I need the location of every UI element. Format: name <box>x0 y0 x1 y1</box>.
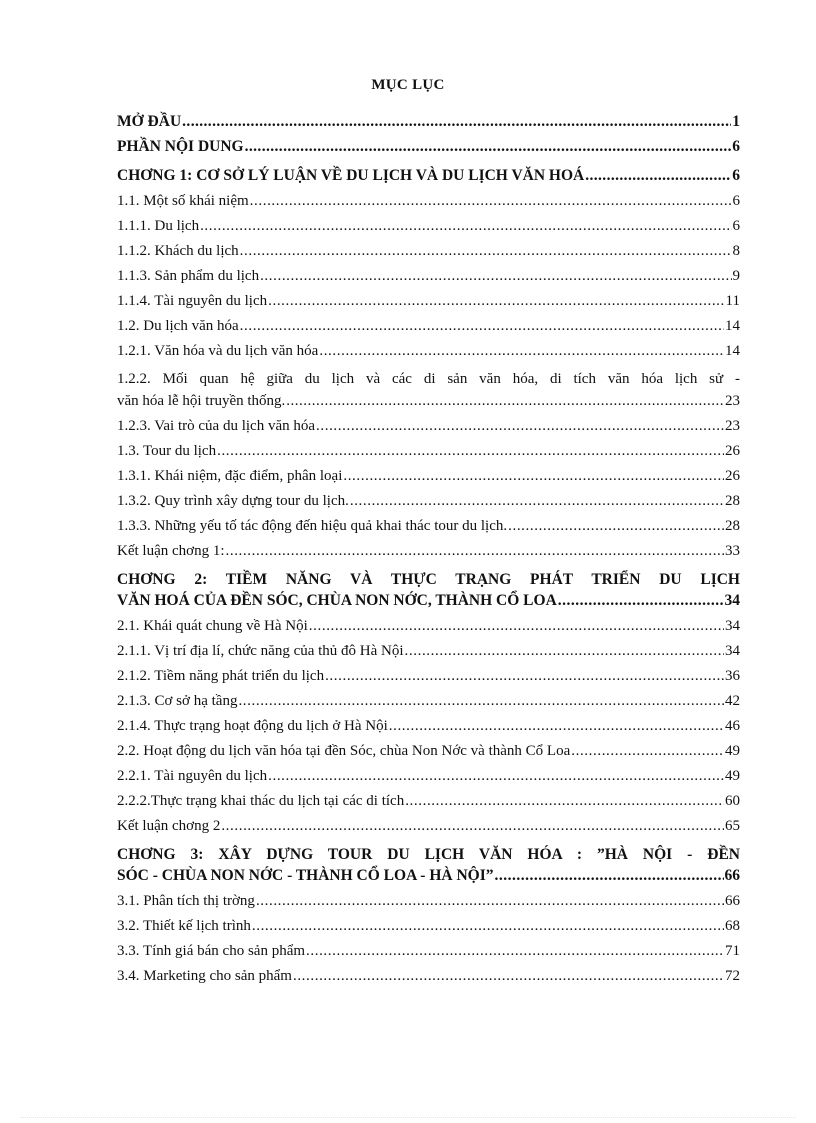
toc-entry-label: 3.1. Phân tích thị trờng <box>117 893 255 909</box>
page-title: MỤC LỤC <box>371 77 445 93</box>
toc-entry-line2: văn hóa lễ hội truyền thống. <box>117 393 286 409</box>
toc-entry[interactable] <box>117 642 740 667</box>
leader-dots <box>343 467 724 485</box>
leader-dots <box>226 542 725 560</box>
leader-dots <box>250 192 732 210</box>
toc-entry-label: 2.1. Khái quát chung về Hà Nội <box>117 618 308 634</box>
toc-entry-page: 33 <box>725 543 740 559</box>
toc-entry-label: 1.1.2. Khách du lịch <box>117 243 239 259</box>
leader-dots <box>182 113 731 131</box>
toc-entry[interactable] <box>117 492 740 517</box>
toc-entry[interactable] <box>117 817 740 842</box>
toc-entry-label: 1.3.1. Khái niệm, đặc điểm, phân loại <box>117 468 343 484</box>
toc-entry-page: 28 <box>725 493 740 509</box>
toc-entry-page: 6 <box>732 218 740 234</box>
toc-entry-page: 9 <box>732 268 740 284</box>
toc-entry-label: 1.1. Một số khái niệm <box>117 193 249 209</box>
toc-entry-page: 14 <box>725 318 740 334</box>
toc-entry-line2: SÓC - CHÙA NON NỚC - THÀNH CỔ LOA - HÀ NỘI” <box>117 867 494 884</box>
toc-entry-label: 2.1.3. Cơ sở hạ tầng <box>117 693 238 709</box>
toc-entry-label: 1.2.3. Vai trò của du lịch văn hóa <box>117 418 316 434</box>
toc-entry-label: Kết luận chơng 1: <box>117 543 225 559</box>
toc-entry-label: 3.3. Tính giá bán cho sản phẩm <box>117 943 306 959</box>
toc-entry[interactable] <box>117 767 740 792</box>
toc-entry-page: 23 <box>725 393 740 409</box>
toc-entry[interactable] <box>117 138 740 163</box>
leader-dots <box>494 867 723 885</box>
leader-dots <box>508 517 724 535</box>
toc-chapter-entry[interactable] <box>117 167 740 192</box>
toc-entry-label: 1.2.1. Văn hóa và du lịch văn hóa <box>117 343 319 359</box>
toc-entry-page: 36 <box>725 668 740 684</box>
toc-entry-page: 34 <box>724 592 740 609</box>
leader-dots <box>571 742 724 760</box>
toc-entry[interactable] <box>117 692 740 717</box>
leader-dots <box>309 617 724 635</box>
toc-entry-page: 34 <box>725 618 740 634</box>
leader-dots <box>217 442 724 460</box>
toc-entry-page: 66 <box>725 893 740 909</box>
leader-dots <box>405 642 724 660</box>
leader-dots <box>306 942 724 960</box>
toc-entry-page: 26 <box>725 468 740 484</box>
leader-dots <box>200 217 731 235</box>
toc-entry[interactable] <box>117 892 740 917</box>
toc-entry[interactable] <box>117 742 740 767</box>
toc-entry-label: 1.1.4. Tài nguyên du lịch <box>117 293 268 309</box>
toc-entry[interactable] <box>117 242 740 267</box>
toc-entry-label: 3.2. Thiết kế lịch trình <box>117 918 251 934</box>
toc-entry-label: 1.2. Du lịch văn hóa <box>117 318 239 334</box>
toc-entry-label: 1.1.3. Sản phẩm du lịch <box>117 268 260 284</box>
toc-entry-page: 6 <box>732 167 740 184</box>
toc-entry-page: 66 <box>724 867 740 884</box>
toc-entry-page: 65 <box>725 818 740 834</box>
toc-entry-multiline[interactable] <box>117 367 740 417</box>
toc-chapter-entry[interactable] <box>117 567 740 617</box>
toc-entry-page: 42 <box>725 693 740 709</box>
toc-entry-label: 2.2. Hoạt động du lịch văn hóa tại đền Sóc, chùa Non Nớc và thành Cổ Loa <box>117 743 571 759</box>
toc-entry-page: 6 <box>732 193 740 209</box>
toc-entry-page: 49 <box>725 743 740 759</box>
toc-entry-label: Kết luận chơng 2 <box>117 818 221 834</box>
leader-dots <box>245 138 732 156</box>
leader-dots <box>350 492 724 510</box>
toc-entry[interactable] <box>117 792 740 817</box>
toc-entry-label: 2.1.1. Vị trí địa lí, chức năng của thủ đô Hà Nội <box>117 643 404 659</box>
toc-entry-label: 1.3.3. Những yếu tố tác động đến hiệu quả khai thác tour du lịch. <box>117 518 508 534</box>
leader-dots <box>260 267 731 285</box>
leader-dots <box>221 817 724 835</box>
toc-entry[interactable] <box>117 967 740 992</box>
toc-entry-label: 2.1.4. Thực trạng hoạt động du lịch ở Hà Nội <box>117 718 388 734</box>
page-bottom-divider <box>20 1117 796 1118</box>
toc-entry[interactable] <box>117 667 740 692</box>
leader-dots <box>256 892 724 910</box>
leader-dots <box>286 392 724 410</box>
toc-entry-page: 14 <box>725 343 740 359</box>
toc-entry[interactable] <box>117 192 740 217</box>
toc-entry[interactable] <box>117 292 740 317</box>
toc-entry-page: 8 <box>732 243 740 259</box>
toc-entry-label: 1.3.2. Quy trình xây dựng tour du lịch. <box>117 493 349 509</box>
toc-entry[interactable] <box>117 217 740 242</box>
toc-entry-page: 46 <box>725 718 740 734</box>
table-of-contents <box>117 113 740 992</box>
toc-entry-label: 1.3. Tour du lịch <box>117 443 217 459</box>
toc-entry-line1: CHƠNG 3: XÂY DỰNG TOUR DU LỊCH VĂN HÓA : ”HÀ NỘI - ĐỀN <box>117 846 740 863</box>
toc-entry-label: 2.2.2.Thực trạng khai thác du lịch tại các di tích <box>117 793 405 809</box>
leader-dots <box>325 667 724 685</box>
toc-entry-page: 26 <box>725 443 740 459</box>
toc-entry-page: 60 <box>725 793 740 809</box>
toc-entry-page: 6 <box>732 138 740 155</box>
toc-entry-page: 68 <box>725 918 740 934</box>
toc-entry-line1: 1.2.2. Mối quan hệ giữa du lịch và các di sản văn hóa, di tích văn hóa lịch sử - <box>117 371 740 387</box>
leader-dots <box>319 342 724 360</box>
toc-entry-label: CHƠNG 1: CƠ SỞ LÝ LUẬN VỀ DU LỊCH VÀ DU LỊCH VĂN HOÁ <box>117 167 585 184</box>
toc-entry[interactable] <box>117 517 740 542</box>
toc-entry-label: 2.1.2. Tiềm năng phát triển du lịch <box>117 668 325 684</box>
leader-dots <box>316 417 724 435</box>
leader-dots <box>293 967 724 985</box>
toc-entry-page: 11 <box>725 293 740 309</box>
toc-entry[interactable] <box>117 113 740 138</box>
leader-dots <box>240 317 724 335</box>
toc-entry[interactable] <box>117 442 740 467</box>
toc-entry-label: 3.4. Marketing cho sản phẩm <box>117 968 292 984</box>
leader-dots <box>405 792 724 810</box>
leader-dots <box>238 692 724 710</box>
toc-entry[interactable] <box>117 317 740 342</box>
toc-entry[interactable] <box>117 717 740 742</box>
toc-chapter-entry[interactable] <box>117 842 740 892</box>
leader-dots <box>252 917 724 935</box>
toc-entry-page: 72 <box>725 968 740 984</box>
toc-entry[interactable] <box>117 917 740 942</box>
toc-entry[interactable] <box>117 942 740 967</box>
toc-entry[interactable] <box>117 342 740 367</box>
leader-dots <box>268 767 724 785</box>
toc-entry-label: 1.1.1. Du lịch <box>117 218 200 234</box>
toc-entry-page: 1 <box>732 113 740 130</box>
toc-entry-page: 49 <box>725 768 740 784</box>
toc-entry[interactable] <box>117 542 740 567</box>
toc-entry-label: MỞ ĐẦU <box>117 113 182 130</box>
toc-entry-page: 34 <box>725 643 740 659</box>
toc-entry[interactable] <box>117 267 740 292</box>
toc-entry[interactable] <box>117 617 740 642</box>
toc-entry-page: 23 <box>725 418 740 434</box>
toc-entry-line2: VĂN HOÁ CỦA ĐỀN SÓC, CHÙA NON NỚC, THÀNH CỔ LOA <box>117 592 557 609</box>
toc-entry-page: 71 <box>725 943 740 959</box>
toc-entry[interactable] <box>117 417 740 442</box>
toc-entry-page: 28 <box>725 518 740 534</box>
toc-entry-label: 2.2.1. Tài nguyên du lịch <box>117 768 268 784</box>
leader-dots <box>268 292 724 310</box>
leader-dots <box>240 242 732 260</box>
toc-entry-label: PHẦN NỘI DUNG <box>117 138 244 155</box>
leader-dots <box>558 592 724 610</box>
leader-dots <box>389 717 724 735</box>
toc-entry-line1: CHƠNG 2: TIỀM NĂNG VÀ THỰC TRẠNG PHÁT TRIỂN DU LỊCH <box>117 571 740 588</box>
leader-dots <box>585 167 731 185</box>
toc-entry[interactable] <box>117 467 740 492</box>
